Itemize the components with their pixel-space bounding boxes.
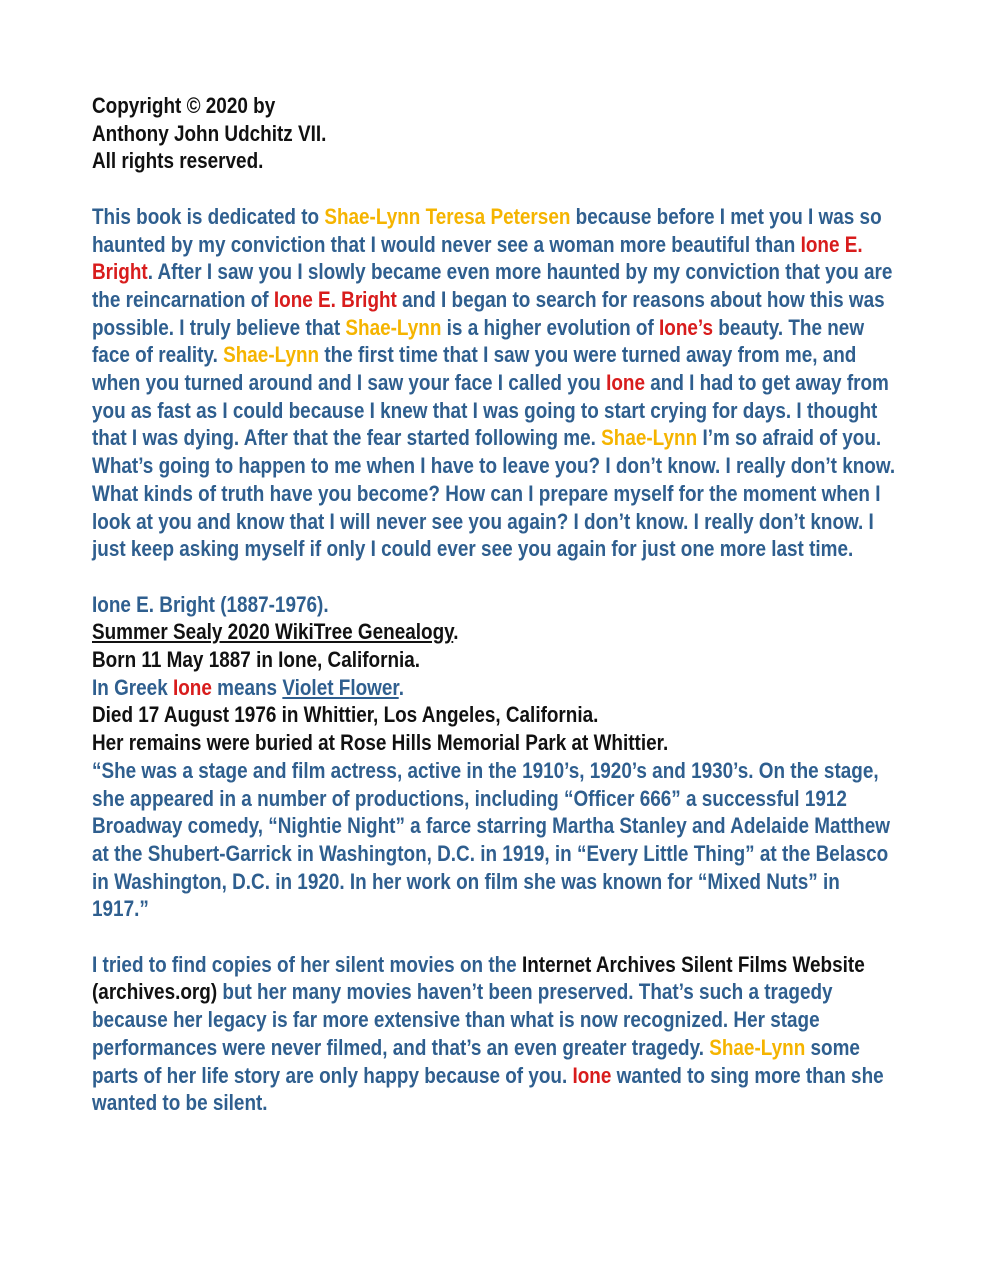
spacer [92,563,900,591]
violet-flower-link[interactable]: Violet Flower [282,674,399,700]
dedication-run: Shae-Lynn [601,425,698,451]
bio-heading: Ione E. Bright (1887-1976). [92,591,329,617]
greek-period: . [398,674,404,700]
dedication-run: Shae-Lynn [223,342,320,368]
closing-run: some parts of her life story are only happy because of you. [92,1034,860,1088]
closing-run: Ione [572,1062,612,1088]
bio-block [92,591,900,923]
born-line: Born 11 May 1887 in Ione, California. [92,647,421,673]
dedication-run: because before I met you I was so haunted by my conviction that I would never see a woman more beautiful than [92,203,882,257]
source-line [92,618,900,646]
greek-line [92,674,900,702]
closing-run: Internet Archives Silent Films Website (archives.org) [92,951,865,1005]
dedication-run: and I had to get away from you as fast as I could because I knew that I was going to start crying for days. I thought that I was dying. After that the fear started following me. [92,370,889,451]
buried-line: Her remains were buried at Rose Hills Memorial Park at Whittier. [92,730,669,756]
dedication-run: Ione’s [659,314,714,340]
greek-name: Ione [172,674,212,700]
dedication-run: and I began to search for reasons about how this was possible. I truly believe that [92,286,885,340]
dedication-run: This book is dedicated to [92,203,325,229]
dedication-run: Ione [606,370,645,396]
dedication-paragraph [92,203,900,563]
dedication-run: Ione E. Bright [92,231,863,285]
spacer [92,923,900,951]
closing-run: but her many movies haven’t been preserved. That’s such a tragedy because her legacy is far more extensive than what is now recognized. Her stage performances were never filmed, and that’s an even greater tragedy. [92,979,833,1060]
greek-prefix: In Greek [92,674,173,700]
dedication-run: Shae-Lynn Teresa Petersen [324,203,571,229]
dedication-run: the first time that I saw you were turned away from me, and when you turned around and I saw your face I called you [92,342,857,396]
dedication-run: . After I saw you I slowly became even more haunted by my conviction that you are the reincarnation of [92,259,893,312]
closing-run: wanted to sing more than she wanted to be silent. [92,1062,884,1116]
dedication-run: beauty. The new face of reality. [92,314,865,368]
closing-paragraph [92,951,900,1117]
dedication-run: Shae-Lynn [345,314,442,340]
rights-line: All rights reserved. [92,148,264,174]
copyright-line: Copyright © 2020 by [92,93,276,118]
author-line: Anthony John Udchitz VII. [92,120,327,146]
source-period: . [453,619,459,645]
document-content [92,92,900,1117]
bio-quote: “She was a stage and film actress, active in the 1910’s, 1920’s and 1930’s. On the stage, she appeared in a number of productions, including “Officer 666” a successful 1912 Broadway comedy, “Nightie Night” a farce starring Martha Stanley and Adelaide Matthew at the Shubert-Garrick in Washington, D.C. in 1919, in “Every Little Thing” at the Belasco in Washington, D.C. in 1920. In her work on film she was known for “Mixed Nuts” in 1917.” [92,757,890,922]
spacer [92,175,900,203]
greek-mid: means [211,674,283,700]
closing-run: Shae-Lynn [709,1034,806,1060]
closing-run: I tried to find copies of her silent movies on the [92,951,522,977]
copyright-block [92,92,900,175]
dedication-run: I’m so afraid of you. What’s going to happen to me when I have to leave you? I don’t know. I really don’t know. What kinds of truth have you become? How can I prepare myself for the moment when I look at you and know that I will never see you again? I don’t know. I really don’t know. I just keep asking myself if only I could ever see you again for just one more last time. [92,425,896,562]
wikitree-link[interactable]: Summer Sealy 2020 WikiTree Genealogy [92,619,454,645]
died-line: Died 17 August 1976 in Whittier, Los Angeles, California. [92,702,599,728]
dedication-run: is a higher evolution of [441,314,660,340]
dedication-run: Ione E. Bright [273,286,397,312]
